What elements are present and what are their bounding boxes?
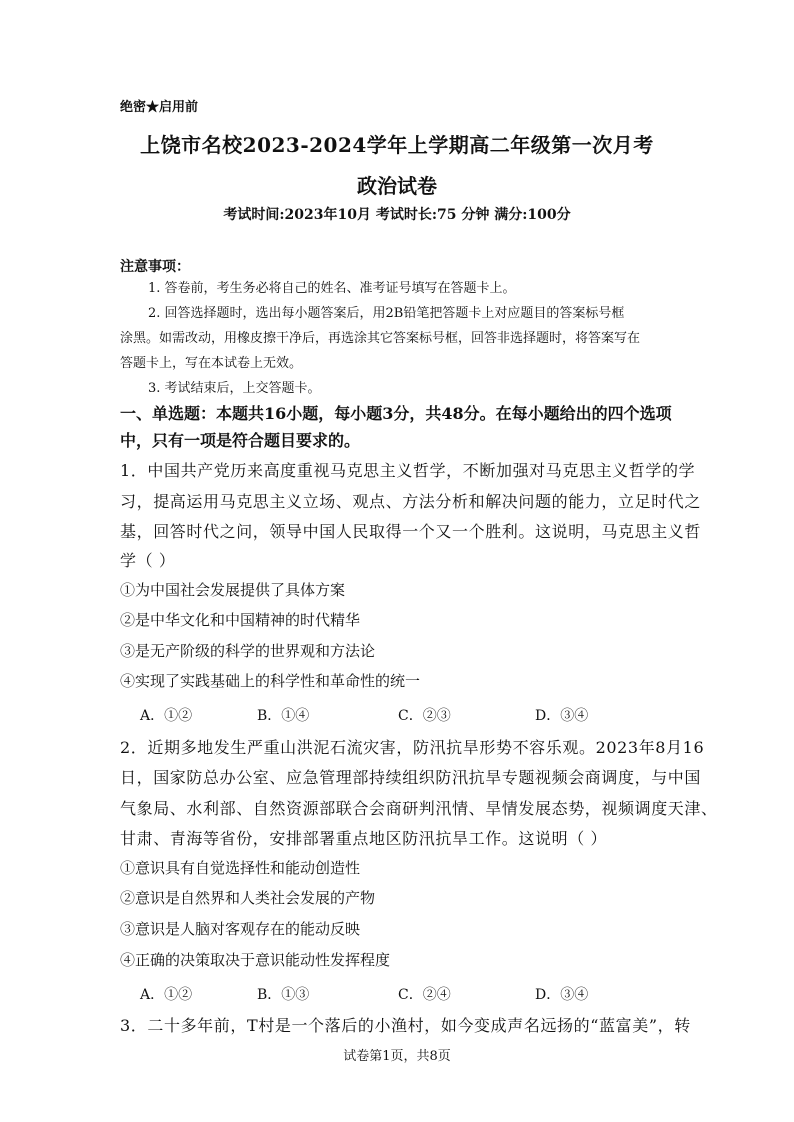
q1-option: ②是中华文化和中国精神的时代精华: [120, 611, 361, 629]
q1-option: ④实现了实践基础上的科学性和革命性的统一: [120, 672, 421, 690]
note-item: 涂黑。如需改动，用橡皮擦干净后，再选涂其它答案标号框，回答非选择题时，将答案写在: [120, 331, 641, 346]
note-item: 答题卡上，写在本试卷上无效。: [120, 356, 303, 371]
exam-title: 上饶市名校2023-2024学年上学期高二年级第一次月考: [140, 133, 654, 157]
q1-stem-line: 基，回答时代之问，领导中国人民取得一个又一个胜利。这说明，马克思主义哲: [120, 522, 702, 541]
note-item: 1. 答卷前，考生务必将自己的姓名、准考证号填写在答题卡上。: [148, 281, 516, 296]
q2-stem-line: 气象局、水利部、自然资源部联合会商研判汛情、旱情发展态势，视频调度天津、: [120, 799, 718, 818]
note-item: 3. 考试结束后，上交答题卡。: [148, 381, 321, 396]
q2-stem-line: 甘肃、青海等省份，安排部署重点地区防汛抗旱工作。这说明（ ）: [120, 829, 608, 848]
section-heading-cont: 中，只有一项是符合题目要求的。: [120, 431, 361, 450]
q1-choice-b[interactable]: B．①④: [257, 708, 310, 724]
q2-choice-d[interactable]: D．③④: [535, 987, 589, 1003]
page-footer: 试卷第1页，共8页: [343, 1049, 451, 1064]
section-heading: 一、单选题：本题共16小题，每小题3分，共48分。在每小题给出的四个选项: [120, 404, 672, 423]
q2-stem-line: 2．近期多地发生严重山洪泥石流灾害，防汛抗旱形势不容乐观。2023年8月16: [120, 738, 705, 757]
note-item: 2. 回答选择题时，选出每小题答案后，用2B铅笔把答题卡上对应题目的答案标号框: [148, 306, 625, 321]
q2-choice-c[interactable]: C．②④: [398, 987, 451, 1003]
q1-stem-line: 学（ ）: [120, 551, 176, 570]
secret-mark: 绝密★启用前: [120, 100, 199, 115]
exam-info: 考试时间:2023年10月 考试时长:75 分钟 满分:100分: [223, 207, 571, 223]
q1-option: ①为中国社会发展提供了具体方案: [120, 581, 346, 599]
q1-stem-line: 习，提高运用马克思主义立场、观点、方法分析和解决问题的能力，立足时代之: [120, 492, 702, 511]
q1-option: ③是无产阶级的科学的世界观和方法论: [120, 642, 376, 660]
q2-choice-a[interactable]: A．①②: [140, 987, 193, 1003]
q1-choice-c[interactable]: C．②③: [398, 708, 451, 724]
q2-option: ③意识是人脑对客观存在的能动反映: [120, 920, 361, 938]
notes-heading: 注意事项：: [120, 259, 190, 275]
q2-stem-line: 日，国家防总办公室、应急管理部持续组织防汛抗旱专题视频会商调度，与中国: [120, 768, 702, 787]
q2-option: ②意识是自然界和人类社会发展的产物: [120, 889, 376, 907]
q2-option: ④正确的决策取决于意识能动性发挥程度: [120, 951, 391, 969]
q1-choice-d[interactable]: D．③④: [535, 708, 589, 724]
subject-title: 政治试卷: [357, 174, 437, 198]
q2-option: ①意识具有自觉选择性和能动创造性: [120, 859, 361, 877]
q2-choice-b[interactable]: B．①③: [257, 987, 310, 1003]
q1-stem-line: 1．中国共产党历来高度重视马克思主义哲学，不断加强对马克思主义哲学的学: [120, 461, 696, 480]
q3-stem-line: 3．二十多年前，T村是一个落后的小渔村，如今变成声名远扬的“蓝富美”，转: [120, 1016, 691, 1035]
q1-choice-a[interactable]: A．①②: [140, 708, 193, 724]
